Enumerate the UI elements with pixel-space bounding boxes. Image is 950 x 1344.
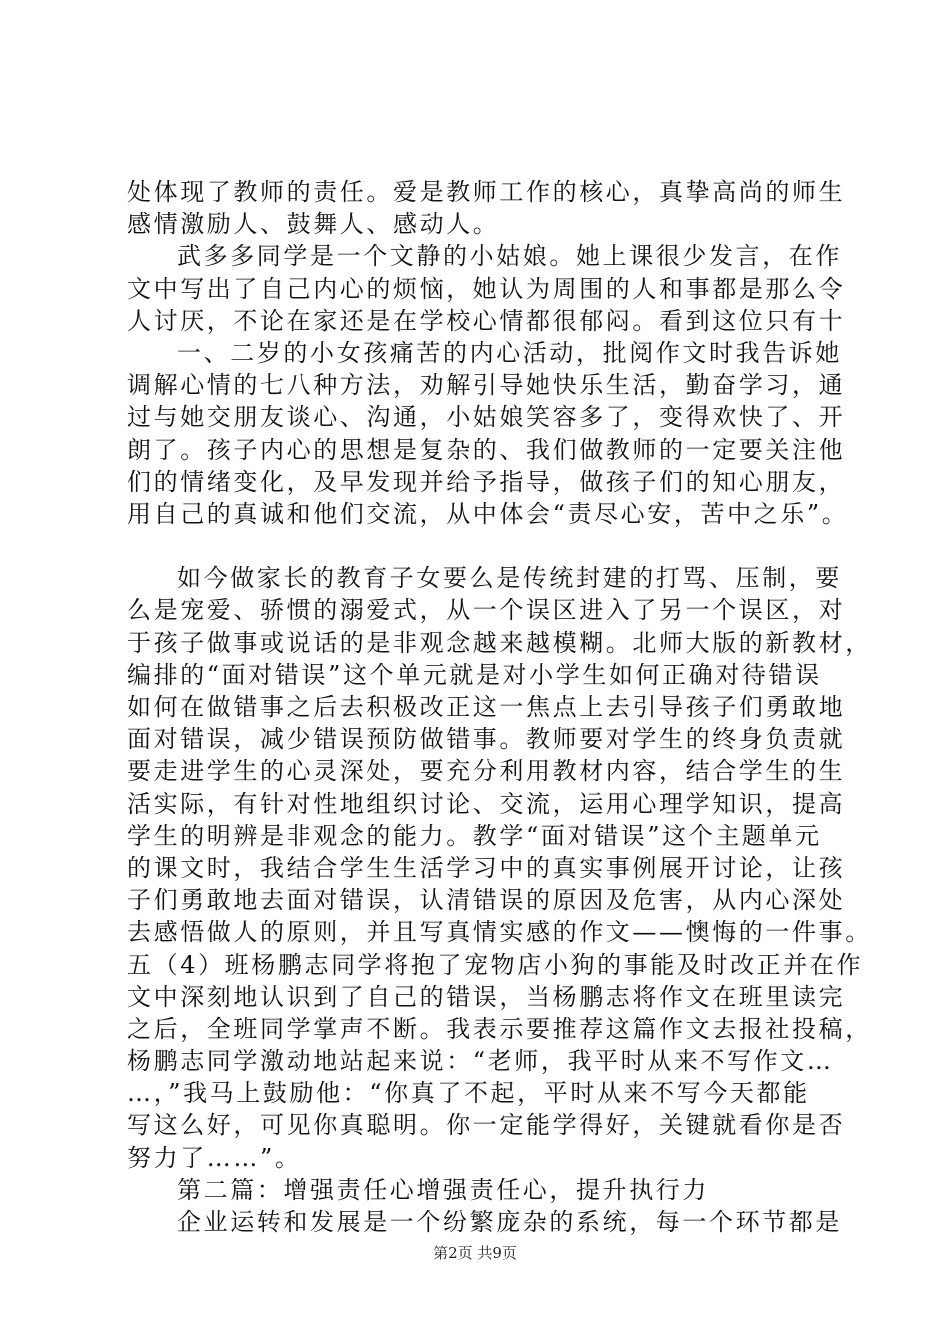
text-line: 文中深刻地认识到了自己的错误，当杨鹏志将作文在班里读完 bbox=[127, 982, 846, 1011]
text-line: 杨鹏志同学激动地站起来说：“老师，我平时从来不写作文… bbox=[127, 1047, 834, 1076]
text-line: 一、二岁的小女孩痛苦的内心活动，批阅作文时我告诉她 bbox=[177, 338, 842, 367]
text-line: 么是宠爱、骄惯的溺爱式，从一个误区进入了另一个误区，对 bbox=[127, 596, 846, 625]
text-line: 的课文时，我结合学生生活学习中的真实事例展开讨论，让孩 bbox=[127, 853, 846, 882]
text-line: 如今做家长的教育子女要么是传统封建的打骂、压制，要 bbox=[177, 564, 842, 593]
text-line: 编排的“面对错误”这个单元就是对小学生如何正确对待错误 bbox=[127, 660, 822, 689]
text-line: 学生的明辨是非观念的能力。教学“面对错误”这个主题单元 bbox=[127, 821, 822, 850]
text-line: 五（4）班杨鹏志同学将抱了宠物店小狗的事能及时改正并在作 bbox=[127, 950, 864, 979]
text-line: 企业运转和发展是一个纷繁庞杂的系统，每一个环节都是 bbox=[177, 1208, 842, 1236]
body-text bbox=[127, 176, 872, 1238]
text-line: 去感悟做人的原则，并且写真情实感的作文——懊悔的一件事。 bbox=[127, 918, 872, 947]
text-line: 过与她交朋友谈心、沟通，小姑娘笑容多了，变得欢快了、开 bbox=[127, 403, 846, 432]
text-line: 文中写出了自己内心的烦恼，她认为周围的人和事都是那么令 bbox=[127, 274, 846, 303]
text-line: 感情激励人、鼓舞人、感动人。 bbox=[127, 210, 500, 239]
text-line: 活实际，有针对性地组织讨论、交流，运用心理学知识，提高 bbox=[127, 789, 846, 818]
text-line: 朗了。孩子内心的思想是复杂的、我们做教师的一定要关注他 bbox=[127, 435, 846, 464]
section-heading: 第二篇：增强责任心增强责任心，提升执行力 bbox=[177, 1175, 709, 1204]
text-line: 们的情绪变化，及早发现并给予指导，做孩子们的知心朋友， bbox=[127, 467, 846, 496]
text-line: 武多多同学是一个文静的小姑娘。她上课很少发言，在作 bbox=[177, 242, 842, 271]
text-line: …，”我马上鼓励他：“你真了不起，平时从来不写今天都能 bbox=[127, 1079, 810, 1108]
page-footer: 第2页 共9页 bbox=[433, 1244, 517, 1262]
text-line: 面对错误，减少错误预防做错事。教师要对学生的终身负责就 bbox=[127, 725, 846, 754]
text-line: 之后，全班同学掌声不断。我表示要推荐这篇作文去报社投稿， bbox=[127, 1014, 872, 1043]
text-line: 处体现了教师的责任。爱是教师工作的核心，真挚高尚的师生 bbox=[127, 178, 846, 206]
text-line: 调解心情的七八种方法，劝解引导她快乐生活，勤奋学习，通 bbox=[127, 371, 846, 400]
text-line: 写这么好，可见你真聪明。你一定能学得好，关键就看你是否 bbox=[127, 1111, 846, 1140]
text-line: 努力了……”。 bbox=[127, 1143, 302, 1172]
paragraph-gap bbox=[127, 530, 867, 562]
text-line: 人讨厌，不论在家还是在学校心情都很郁闷。看到这位只有十 bbox=[127, 306, 846, 335]
text-line: 子们勇敢地去面对错误，认清错误的原因及危害，从内心深处 bbox=[127, 886, 846, 915]
text-line: 如何在做错事之后去积极改正这一焦点上去引导孩子们勇敢地 bbox=[127, 693, 846, 721]
text-line: 用自己的真诚和他们交流，从中体会“责尽心安，苦中之乐”。 bbox=[127, 499, 849, 528]
text-line: 要走进学生的心灵深处，要充分利用教材内容，结合学生的生 bbox=[127, 757, 846, 786]
text-line: 于孩子做事或说话的是非观念越来越模糊。北师大版的新教材， bbox=[127, 628, 872, 657]
